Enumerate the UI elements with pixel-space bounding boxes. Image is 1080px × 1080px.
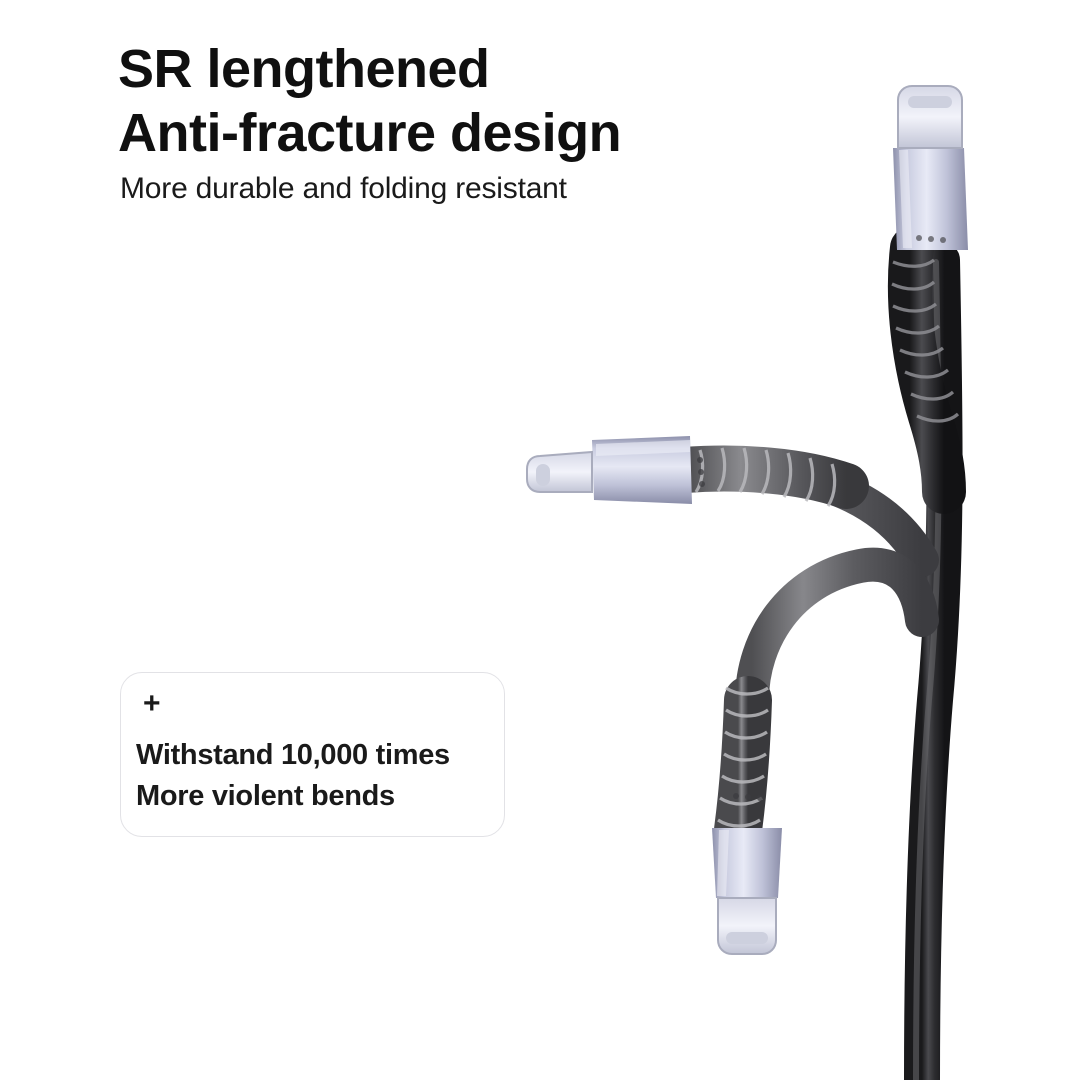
feature-card-text [136, 735, 506, 817]
headline-line-1: SR lengthened [118, 39, 490, 99]
page-subtitle: More durable and folding resistant [120, 172, 567, 205]
headline-line-2: Anti-fracture design [118, 102, 622, 163]
page-title [118, 38, 818, 165]
plus-icon: + [143, 687, 161, 720]
feature-line-1: Withstand 10,000 times [136, 739, 450, 771]
feature-card [120, 672, 505, 837]
feature-line-2: More violent bends [136, 780, 395, 813]
